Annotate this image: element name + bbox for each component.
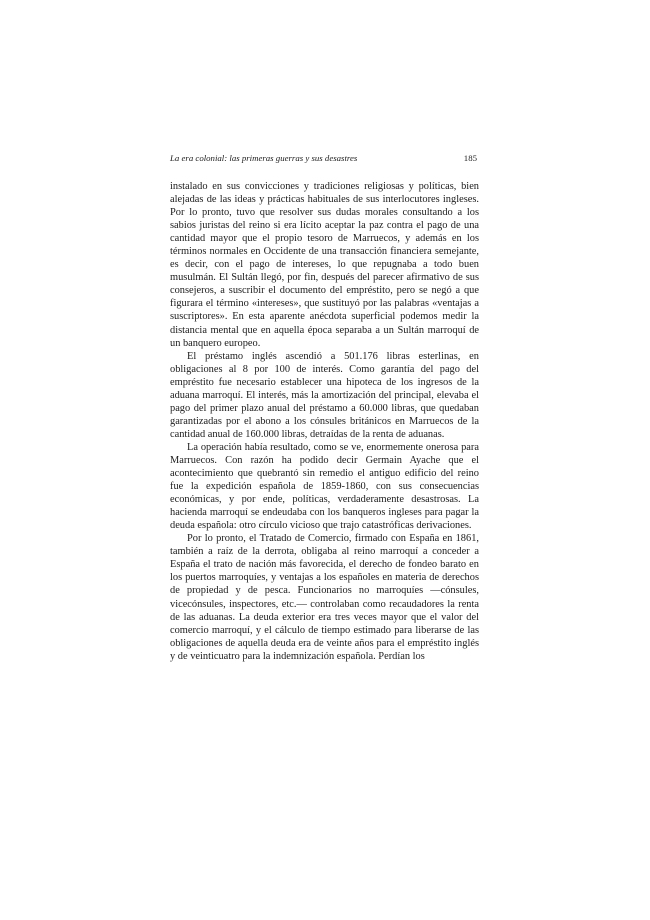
body-text [170, 180, 479, 663]
paragraph: instalado en sus convicciones y tradiciones religiosas y políticas, bien alejadas de las ideas y prácticas habituales de sus interlocutores ingleses. Por lo pronto, tuvo que resolver sus dudas morales consultando a los sabios juristas del reino si era lícito aceptar la paz contra el pago de una cantidad mayor que el propio tesoro de Marruecos, y además en los términos normales en Occidente de una transacción financiera semejante, es decir, con el pago de intereses, lo que repugnaba a todo buen musulmán. El Sultán llegó, por fin, después del parecer afirmativo de sus consejeros, a suscribir el documento del empréstito, pero se negó a que figurara el término «intereses», que sustituyó por las palabras «ventajas a suscriptores». En esta aparente anécdota superficial podemos medir la distancia mental que en aquella época separaba a un Sultán marroquí de un banquero europeo. [170, 181, 479, 349]
page-number: 185 [463, 153, 477, 163]
running-head [170, 152, 479, 164]
paragraph: Por lo pronto, el Tratado de Comercio, firmado con España en 1861, también a raíz de la derrota, obligaba al reino marroquí a conceder a España el trato de nación más favorecida, el derecho de fondeo barato en los puertos marroquíes, y ventajas a los españoles en materia de derechos de propiedad y de pesca. Funcionarios no marroquíes —cónsules, vicecónsules, inspectores, etc.— controlaban como recaudadores la renta de las aduanas. La deuda exterior era tres veces mayor que el valor del comercio marroquí, y el cálculo de tiempo estimado para liberarse de las obligaciones de aquella deuda era de veinte años para el empréstito inglés y de veinticuatro para la indemnización española. Perdían los [170, 533, 479, 662]
paragraph: El préstamo inglés ascendió a 501.176 libras esterlinas, en obligaciones al 8 por 100 de interés. Como garantía del pago del empréstito fue necesario establecer una hipoteca de los ingresos de la aduana marroquí. El interés, más la amortización del principal, elevaba el pago del primer plazo anual del préstamo a 60.000 libras, que quedaban garantizadas por el abono a los cónsules británicos en Marruecos de la cantidad anual de 160.000 libras, detraídas de la renta de aduanas. [170, 350, 479, 440]
running-title: La era colonial: las primeras guerras y sus desastres [170, 153, 358, 163]
book-page [170, 152, 479, 663]
paragraph: La operación había resultado, como se ve, enormemente onerosa para Marruecos. Con razón ha podido decir Germain Ayache que el acontecimiento que quebrantó sin remedio el antiguo edificio del reino fue la expedición española de 1859-1860, con sus consecuencias económicas, y por ende, políticas, verdaderamente desastrosas. La hacienda marroquí se endeudaba con los banqueros ingleses para pagar la deuda española: otro círculo vicioso que trajo catastróficas derivaciones. [170, 441, 479, 532]
